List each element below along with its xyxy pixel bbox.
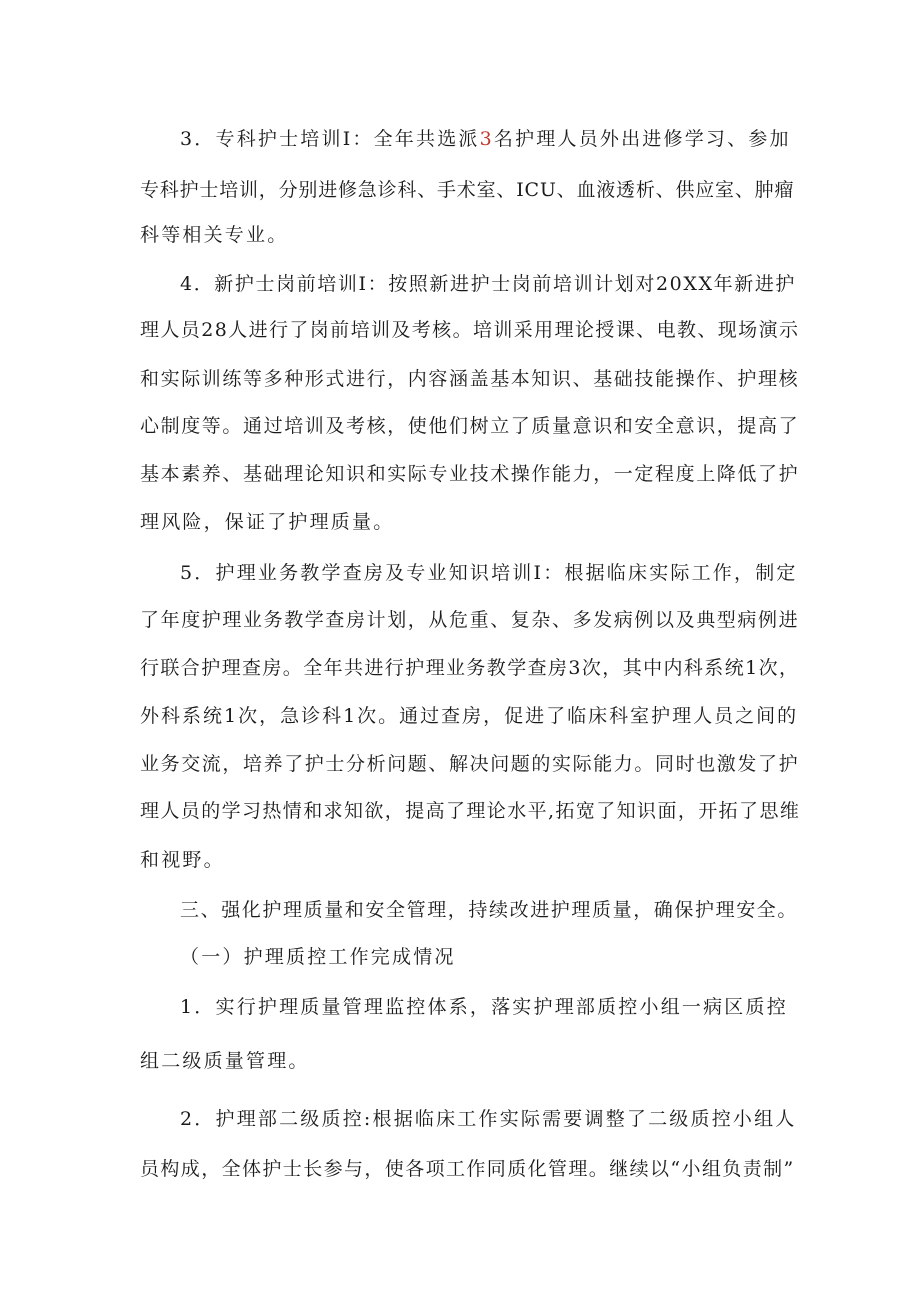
- item4-line6: 理风险，保证了护理质量。: [140, 511, 395, 533]
- item5-line4: 外科系统1次，急诊科1次。通过查房，促进了临床科室护理人员之间的: [140, 705, 799, 727]
- item3-line1: [180, 127, 791, 151]
- sub-item2-line1: 2．护理部二级质控:根据临床工作实际需要调整了二级质控小组人: [180, 1108, 797, 1130]
- item3-line2: 专科护士培训，分别进修急诊科、手术室、ICU、血液透析、供应室、肿瘤: [140, 179, 795, 201]
- item5-line3: 行联合护理查房。全年共进行护理业务教学查房3次，其中内科系统1次，: [140, 657, 800, 679]
- sub-item1-line2: 组二级质量管理。: [140, 1050, 310, 1072]
- item3-line1-part-b: 名护理人员外出进修学习、参加: [493, 128, 791, 150]
- item5-line7: 和视野。: [140, 849, 225, 871]
- item5-line2: 了年度护理业务教学查房计划，从危重、复杂、多发病例以及典型病例进: [140, 609, 800, 631]
- item3-line1-part-a: 3．专科护士培训Ⅰ：全年共选派: [180, 128, 480, 150]
- item5-line6: 理人员的学习热情和求知欲，提高了理论水平,拓宽了知识面，开拓了思维: [140, 800, 801, 822]
- sub-item1-line1: 1．实行护理质量管理监控体系，落实护理部质控小组一病区质控: [180, 996, 788, 1018]
- item5-line5: 业务交流，培养了护士分析问题、解决问题的实际能力。同时也激发了护: [140, 753, 800, 775]
- item3-highlight-number: 3: [479, 128, 494, 150]
- item5-line1: 5．护理业务教学查房及专业知识培训Ⅰ：根据临床实际工作，制定: [180, 562, 798, 584]
- item3-line3: 科等相关专业。: [140, 224, 289, 246]
- item4-line1: 4．新护士岗前培训Ⅰ：按照新进护士岗前培训计划对20XX年新进护: [180, 273, 797, 295]
- item4-line5: 基本素养、基础理论知识和实际专业技术操作能力，一定程度上降低了护: [140, 463, 800, 485]
- item4-line3: 和实际训练等多种形式进行，内容涵盖基本知识、基础技能操作、护理核: [140, 368, 800, 390]
- item4-line4: 心制度等。通过培训及考核，使他们树立了质量意识和安全意识，提高了: [140, 415, 800, 437]
- section3-heading: 三、强化护理质量和安全管理，持续改进护理质量，确保护理安全。: [180, 899, 799, 921]
- subsection1-heading: （一）护理质控工作完成情况: [180, 946, 456, 968]
- item4-line2: 理人员28人进行了岗前培训及考核。培训采用理论授课、电教、现场演示: [140, 319, 800, 341]
- sub-item2-line2: 员构成，全体护士长参与，使各项工作同质化管理。继续以“小组负责制”: [140, 1158, 795, 1180]
